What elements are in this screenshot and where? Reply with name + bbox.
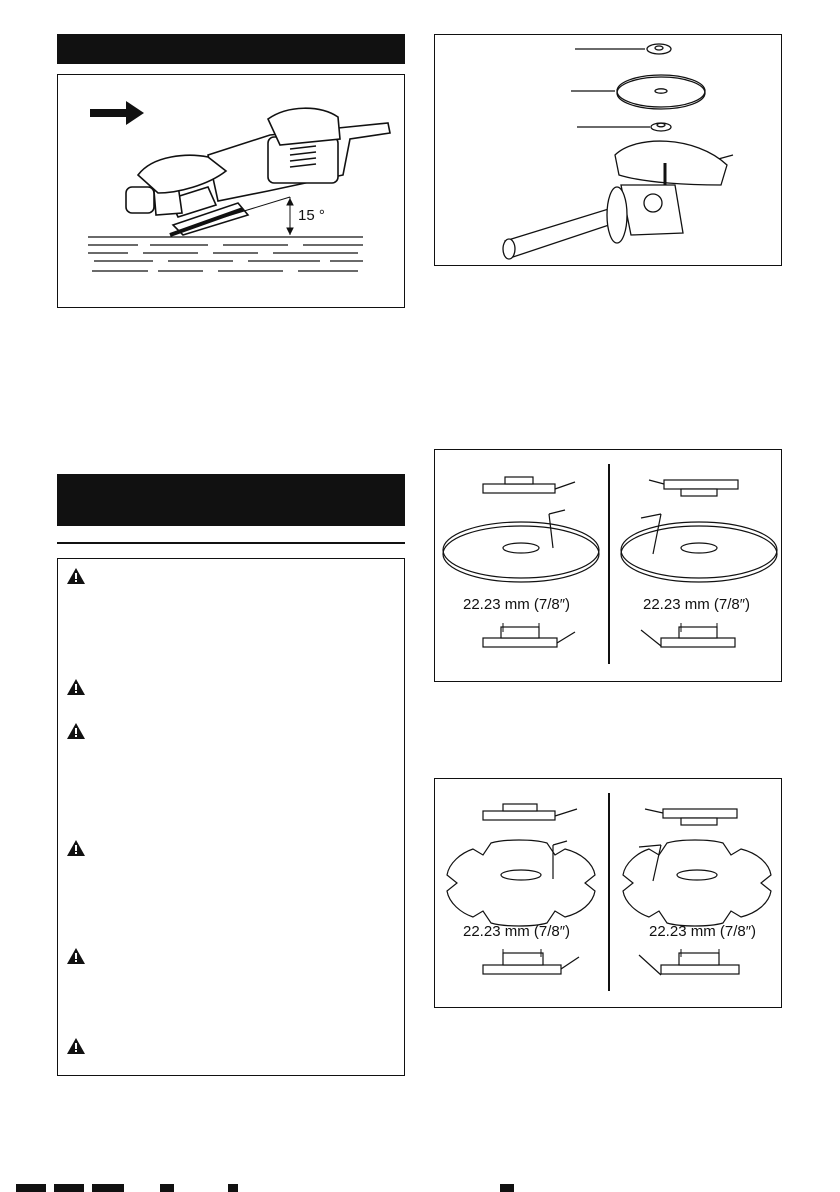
angle-grinder: [126, 108, 390, 235]
warning-triangle-icon: [66, 839, 86, 857]
wheel-assembly-illustration: [435, 35, 780, 264]
diamond-left-dimension: 22.23 mm (7/8″): [463, 923, 571, 940]
section-rule: [57, 542, 405, 544]
figure-grinding-operation: [57, 74, 405, 308]
footer-strip: [160, 1184, 174, 1192]
workpiece-surface: [88, 237, 363, 271]
diamond-wheel-illustration: [435, 779, 780, 1006]
warning-triangle-icon: [66, 678, 86, 696]
warning-triangle-icon: [66, 722, 86, 740]
footer-strip: [500, 1184, 514, 1192]
warning-triangle-icon: [66, 567, 86, 585]
footer-strip: [16, 1184, 46, 1192]
figure-flange-orientation: [434, 449, 782, 682]
diamond-right-dimension: 22.23 mm (7/8″): [649, 923, 757, 940]
footer-strip: [92, 1184, 124, 1192]
warning-triangle-icon: [66, 947, 86, 965]
figure-wheel-assembly: [434, 34, 782, 266]
footer-strip: [228, 1184, 238, 1192]
section-heading-bar-2: [57, 474, 405, 526]
arrow-right-icon: [90, 101, 144, 125]
angle-label: 15 °: [298, 207, 325, 224]
grinder-illustration: [58, 75, 403, 306]
section-heading-bar-1: [57, 34, 405, 64]
flange-left-dimension: 22.23 mm (7/8″): [463, 596, 571, 613]
warning-box: [57, 558, 405, 1076]
figure-diamond-wheel-orientation: [434, 778, 782, 1008]
flange-orientation-illustration: [435, 450, 780, 680]
footer-strip: [54, 1184, 84, 1192]
warning-triangle-icon: [66, 1037, 86, 1055]
flange-right-dimension: 22.23 mm (7/8″): [643, 596, 751, 613]
